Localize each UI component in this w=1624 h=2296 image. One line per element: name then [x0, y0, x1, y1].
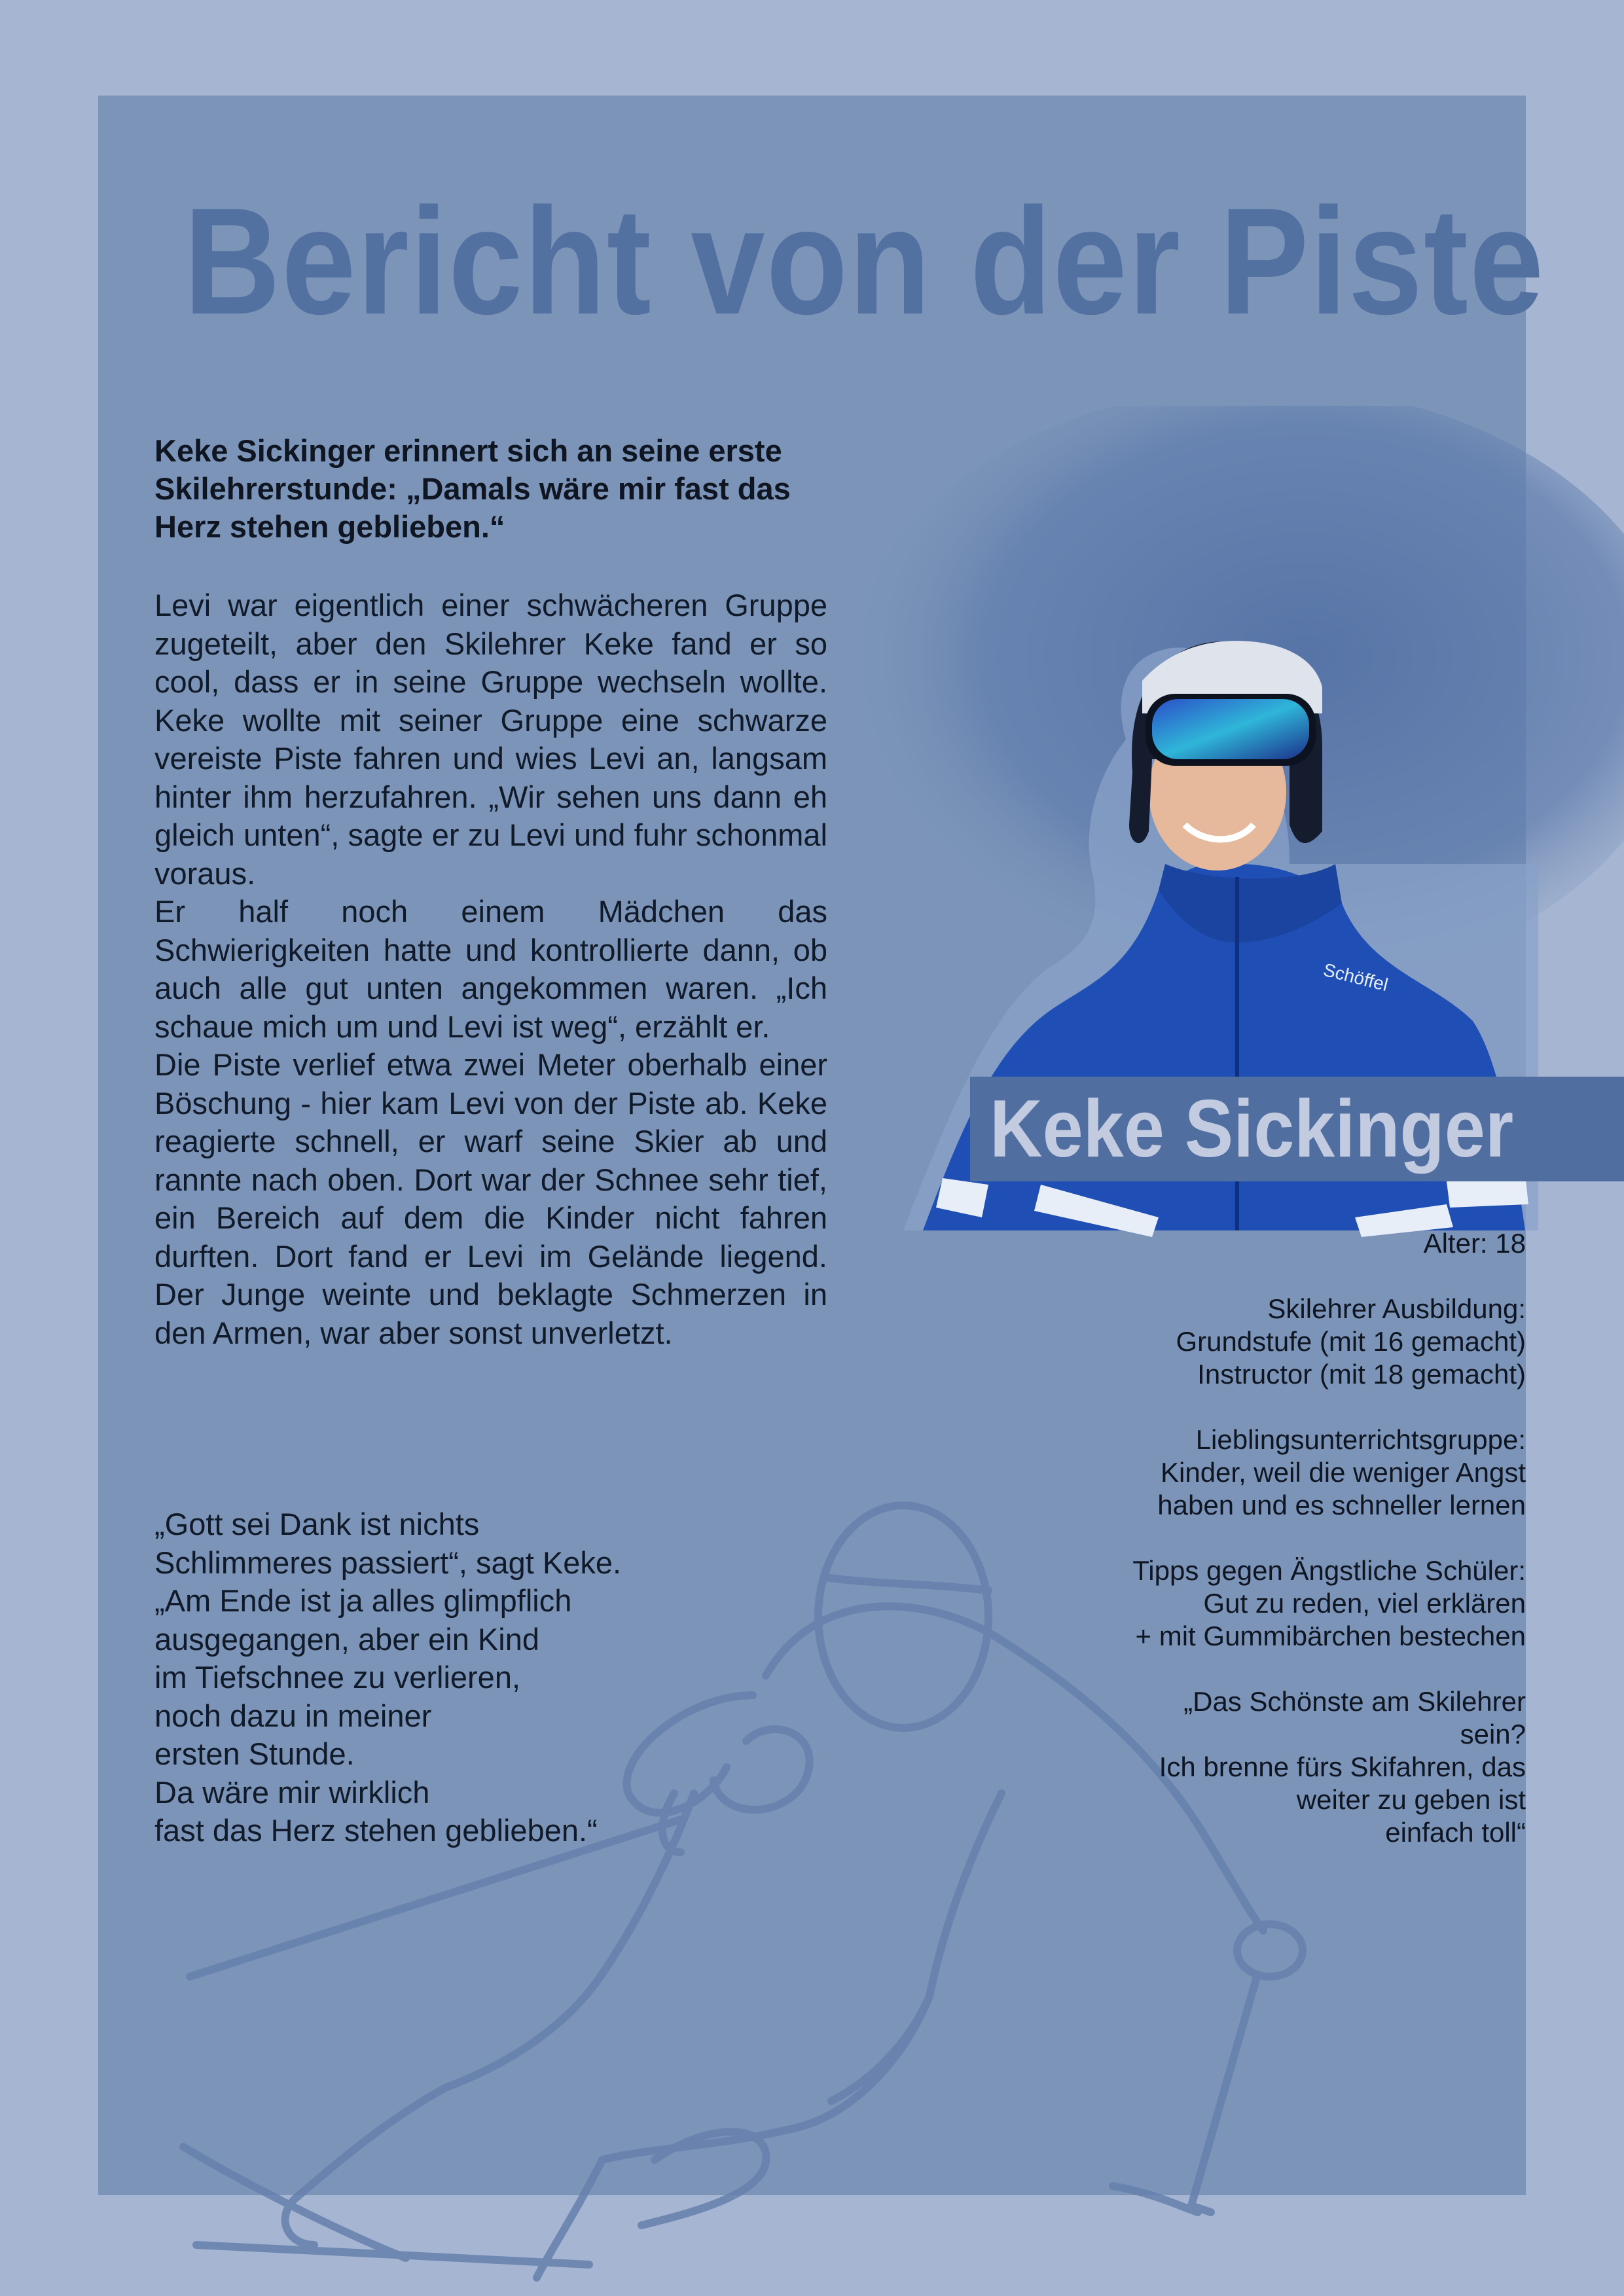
article-body [154, 586, 827, 1352]
article-paragraph: Er half noch einem Mädchen das Schwierigkeiten hatte und kontrollierte dann, ob auch alle gut unten angekommen waren. „Ich schaue mich um und Levi ist weg“, erzählt er. [154, 894, 827, 1044]
fact-quote [937, 1685, 1526, 1849]
profile-name: Keke Sickinger [990, 1084, 1514, 1174]
article-lead: Keke Sickinger erinnert sich an seine erste Skilehrerstunde: „Damals wäre mir fast das Herz stehen geblieben.“ [154, 433, 791, 544]
fact-training [937, 1293, 1526, 1391]
jacket-brand-logo: Schöffel [1321, 959, 1390, 996]
fact-line: weiter zu geben ist [1296, 1784, 1526, 1815]
quote-line: fast das Herz stehen geblieben.“ [154, 1813, 598, 1848]
fact-line: Gut zu reden, viel erklären [1203, 1588, 1526, 1619]
article-paragraph: Levi war eigentlich einer schwächeren Gruppe zugeteilt, aber den Skilehrer Keke fand er so cool, dass er in seine Gruppe wechseln wollte. Keke wollte mit seiner Gruppe eine schwarze vereiste Piste fahren und wies Levi an, langsam hinter ihm herzufahren. „Wir sehen uns dann eh gleich unten“, sagte er zu Levi und fuhr schonmal voraus. [154, 588, 827, 891]
fact-line: einfach toll“ [1385, 1817, 1526, 1848]
closing-quote [154, 1505, 744, 1850]
fact-title: Lieblingsunterrichtsgruppe: [1195, 1424, 1526, 1455]
fact-line: haben und es schneller lernen [1157, 1490, 1526, 1520]
quote-line: „Am Ende ist ja alles glimpflich [154, 1583, 572, 1618]
quote-line: ersten Stunde. [154, 1736, 355, 1771]
fact-age: Alter: 18 [1423, 1228, 1526, 1259]
fact-line: Grundstufe (mit 16 gemacht) [1176, 1326, 1526, 1357]
fact-favorite-group [937, 1424, 1526, 1522]
article-paragraph: Die Piste verlief etwa zwei Meter oberhalb einer Böschung - hier kam Levi von der Piste ab. Keke reagierte schnell, er warf seine Skier ab und rannte nach oben. Dort war der Schnee sehr tief, ein Bereich auf dem die Kinder nicht fahren durften. Dort fand er Levi im Gelände liegend. Der Junge weinte und beklagte Schmerzen in den Armen, war aber sonst unverletzt. [154, 1047, 827, 1350]
fact-line: Instructor (mit 18 gemacht) [1197, 1359, 1526, 1390]
page-title: Bericht von der Piste [183, 177, 1545, 346]
profile-facts [937, 1227, 1526, 1882]
fact-line: „Das Schönste am Skilehrer [1183, 1686, 1526, 1717]
quote-line: „Gott sei Dank ist nichts [154, 1507, 480, 1541]
quote-line: Schlimmeres passiert“, sagt Keke. [154, 1545, 622, 1580]
quote-line: noch dazu in meiner [154, 1698, 432, 1733]
fact-line: + mit Gummibärchen bestechen [1135, 1621, 1526, 1651]
fact-title: Tipps gegen Ängstliche Schüler: [1132, 1555, 1526, 1586]
quote-line: Da wäre mir wirklich [154, 1774, 430, 1810]
fact-line: sein? [1460, 1719, 1526, 1749]
fact-title: Skilehrer Ausbildung: [1267, 1293, 1526, 1324]
fact-line: Ich brenne fürs Skifahren, das [1159, 1751, 1526, 1782]
fact-tips [937, 1554, 1526, 1653]
quote-line: ausgegangen, aber ein Kind [154, 1621, 539, 1657]
quote-line: im Tiefschnee zu verlieren, [154, 1660, 521, 1695]
fact-line: Kinder, weil die weniger Angst [1161, 1457, 1526, 1488]
